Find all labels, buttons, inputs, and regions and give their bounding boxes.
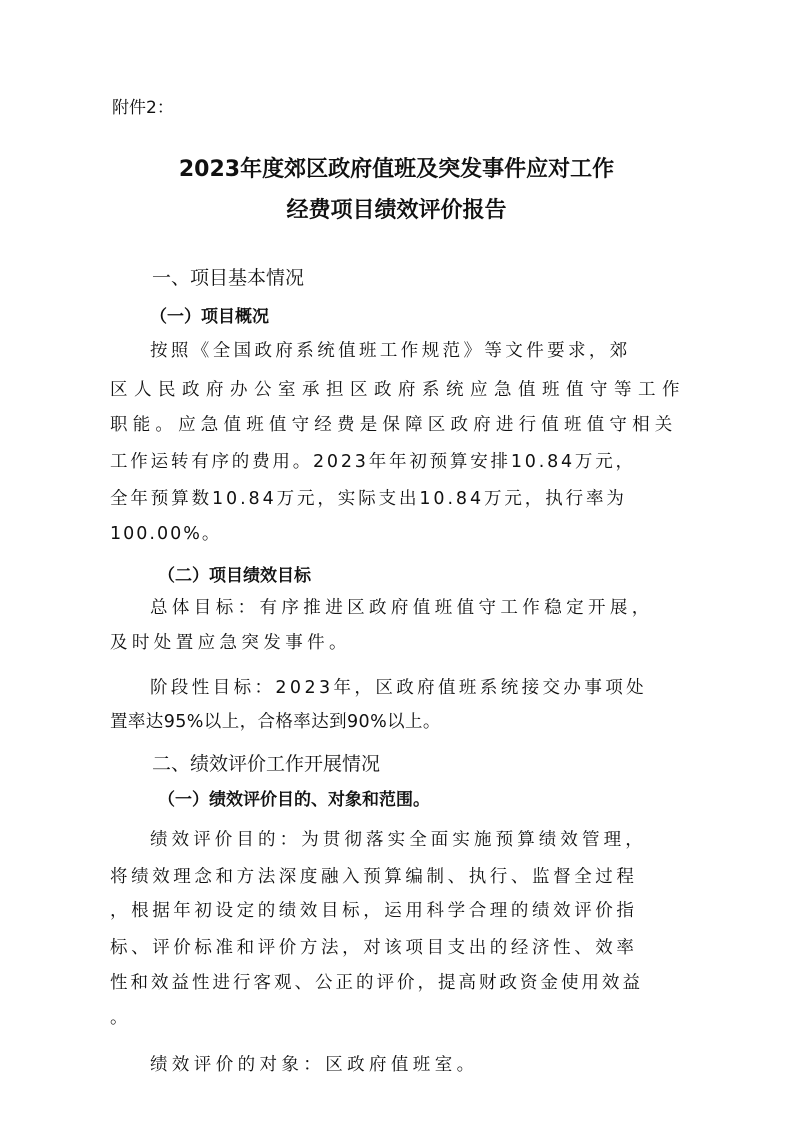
paragraph-line: 置率达95%以上，合格率达到90%以上。: [110, 712, 441, 732]
paragraph-line: 绩效评价的对象：区政府值班室。: [150, 1055, 479, 1075]
paragraph-line: 区人民政府办公室承担区政府系统应急值班值守等工作: [110, 380, 686, 400]
paragraph-line: 及时处置应急突发事件。: [110, 633, 351, 653]
paragraph-line: 职能。应急值班值守经费是保障区政府进行值班值守相关: [110, 415, 678, 435]
section-1-heading: 一、项目基本情况: [152, 267, 305, 289]
paragraph-line: 全年预算数10.84万元，实际支出10.84万元，执行率为: [110, 489, 627, 509]
paragraph-line: 性和效益性进行客观、公正的评价，提高财政资金使用效益: [110, 973, 643, 993]
paragraph-line: 总体目标：有序推进区政府值班值守工作稳定开展，: [150, 598, 654, 618]
section-1-sub-2-heading: （二）项目绩效目标: [158, 566, 311, 586]
paragraph-line: 绩效评价目的：为贯彻落实全面实施预算绩效管理，: [150, 830, 647, 850]
paragraph-line: 标、评价标准和评价方法，对该项目支出的经济性、效率: [110, 938, 638, 958]
paragraph-line: 。: [110, 1008, 128, 1028]
paragraph-line: 按照《全国政府系统值班工作规范》等文件要求，郊: [150, 341, 631, 361]
section-1-sub-1-heading: （一）项目概况: [150, 307, 269, 327]
paragraph-line: 阶段性目标：2023年，区政府值班系统接交办事项处: [150, 678, 648, 698]
report-title-line-1: 2023年度郊区政府值班及突发事件应对工作: [178, 157, 615, 182]
paragraph-line: 工作运转有序的费用。2023年年初预算安排10.84万元，: [110, 452, 636, 472]
paragraph-line: ，根据年初设定的绩效目标，运用科学合理的绩效评价指: [110, 901, 638, 921]
report-title-line-2: 经费项目绩效评价报告: [286, 198, 507, 223]
section-2-heading: 二、绩效评价工作开展情况: [152, 753, 381, 775]
paragraph-line: 100.00%。: [110, 524, 222, 544]
attachment-label: 附件2：: [112, 98, 174, 118]
paragraph-line: 将绩效理念和方法深度融入预算编制、执行、监督全过程: [110, 867, 638, 887]
section-2-sub-1-heading: （一）绩效评价目的、对象和范围。: [158, 790, 430, 810]
